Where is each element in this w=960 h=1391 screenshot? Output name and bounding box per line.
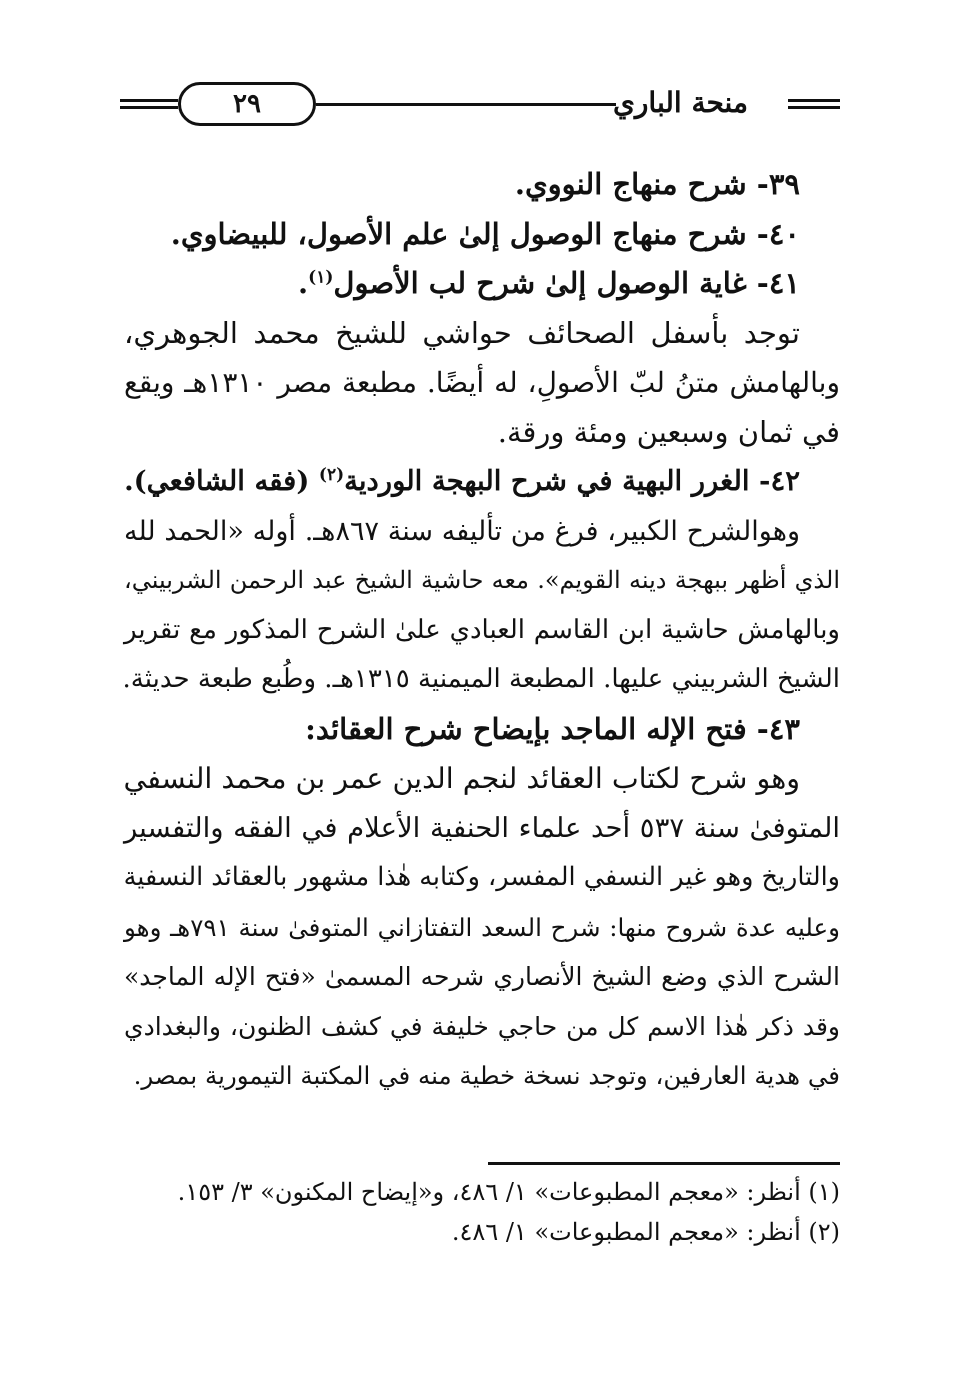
page-number-badge <box>178 82 316 126</box>
text-line <box>124 1002 840 1052</box>
footnotes <box>140 1172 840 1252</box>
body-text <box>124 160 840 1101</box>
line-text-continuation: (فقه الشافعي). <box>124 465 319 497</box>
text-line <box>124 903 840 953</box>
text-line <box>124 1051 840 1101</box>
line-text: ٤٢- الغرر البهية في شرح البهجة الوردية <box>344 465 800 497</box>
line-text: وهوالشرح الكبير، فرغ من تأليفه سنة ٨٦٧هـ. أوله «الحمد لله <box>124 515 800 547</box>
line-text: الذي أظهر ببهجة دينه القويم». معه حاشية الشيخ عبد الرحمن الشربيني، <box>124 566 840 594</box>
line-text: وعليه عدة شروح منها: شرح السعد التفتازاني المتوفىٰ سنة ٧٩١هـ وهو <box>124 912 840 942</box>
line-text: ٣٩- شرح منهاج النووي. <box>514 167 800 201</box>
line-text: وبالهامش متنُ لبّ الأصولِ، له أيضًا. مطبعة مصر ١٣١٠هـ ويقع <box>124 366 840 399</box>
line-text: ٤١- غاية الوصول إلىٰ شرح لب الأصول <box>333 266 800 300</box>
running-title: منحة الباري <box>612 86 748 119</box>
text-line <box>124 507 840 557</box>
line-text-continuation: . <box>298 266 309 300</box>
header-rule-right-top <box>788 99 840 102</box>
line-text: في ثمان وسبعين ومئة ورقة. <box>497 414 840 449</box>
line-text: وقد ذكر هٰذا الاسم كل من حاجي خليفة في كشف الظنون، والبغدادي <box>124 1011 840 1041</box>
footnote-marker: (٢) <box>318 464 345 485</box>
header-rule-right-bottom <box>788 106 840 109</box>
page-header <box>120 78 840 140</box>
line-text: الشيخ الشربيني عليها. المطبعة الميمنية ١٣١٥هـ. وطُبع طبعة حديثة. <box>122 664 840 694</box>
header-rule-left-bottom <box>120 106 178 109</box>
footnote: (١) أنظر: «معجم المطبوعات» ١/ ٤٨٦، و«إيضاح المكنون» ٣/ ١٥٣. <box>177 1178 840 1206</box>
entry-heading-line <box>124 160 840 210</box>
text-line <box>124 606 840 656</box>
text-line <box>124 408 840 458</box>
entry-heading-line <box>124 210 840 260</box>
entry-heading-line <box>124 259 840 309</box>
line-text: ٤٠- شرح منهاج الوصول إلىٰ علم الأصول، للبيضاوي. <box>170 216 800 251</box>
entry-heading-line <box>124 705 840 755</box>
line-text: الشرح الذي وضع الشيخ الأنصاري شرحه المسمىٰ «فتح الإله الماجد» <box>124 962 840 991</box>
text-line <box>124 952 840 1002</box>
text-line <box>124 358 840 408</box>
text-line <box>124 309 840 359</box>
text-line <box>124 754 840 804</box>
footnote-separator <box>488 1162 840 1165</box>
line-text: المتوفىٰ سنة ٥٣٧ أحد علماء الحنفية الأعلام في الفقه والتفسير <box>124 811 841 844</box>
header-rule-middle <box>316 103 616 106</box>
footnote: (٢) أنظر: «معجم المطبوعات» ١/ ٤٨٦. <box>451 1218 840 1246</box>
text-line <box>124 853 840 903</box>
line-text: في هدية العارفين، وتوجد نسخة خطية منه في المكتبة التيمورية بمصر. <box>133 1061 840 1090</box>
line-text: وبالهامش حاشية ابن القاسم العبادي علىٰ الشرح المذكور مع تقرير <box>124 614 840 645</box>
line-text: ٤٣- فتح الإله الماجد بإيضاح شرح العقائد: <box>305 711 800 746</box>
text-line <box>124 556 840 606</box>
footnote-marker: (١) <box>308 267 334 288</box>
page-number: ٢٩ <box>233 89 261 119</box>
line-text: والتاريخ وهو غير النسفي المفسر، وكتابه هٰذا مشهور بالعقائد النسفية <box>123 862 840 892</box>
line-text: وهو شرح لكتاب العقائد لنجم الدين عمر بن محمد النسفي <box>123 762 800 795</box>
entry-heading-line <box>124 457 840 507</box>
header-rule-left-top <box>120 99 178 102</box>
text-line <box>124 655 840 705</box>
text-line <box>124 804 840 854</box>
line-text: توجد بأسفل الصحائف حواشي للشيخ محمد الجوهري، <box>124 315 800 350</box>
